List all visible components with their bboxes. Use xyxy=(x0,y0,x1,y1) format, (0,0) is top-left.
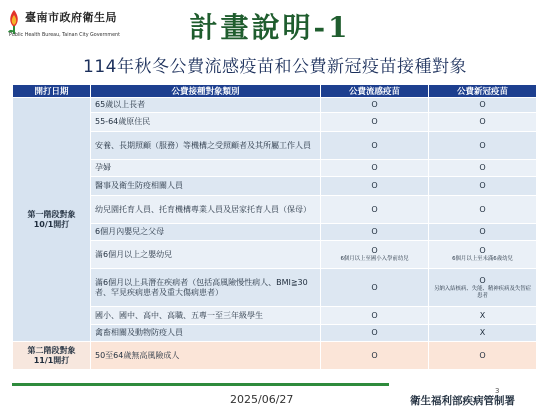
table-row xyxy=(13,177,537,196)
covid-mark: O xyxy=(479,100,486,109)
flu-mark: O xyxy=(371,246,378,255)
flu-mark: O xyxy=(371,140,378,150)
bureau-name-cn: 臺南市政府衛生局 xyxy=(25,11,117,24)
footer-organization: 衛生福利部疾病管制署 xyxy=(410,395,515,407)
category-cell: 滿6個月以上具潛在疾病者（包括高風險慢性病人、BMI≧30者、罕見疾病患者及重大傷病患者） xyxy=(91,269,321,307)
header-covid-vaccine: 公費新冠疫苗 xyxy=(429,85,537,98)
flu-cell xyxy=(321,325,429,342)
category-cell: 6個月內嬰兒之父母 xyxy=(91,224,321,241)
covid-cell xyxy=(429,307,537,325)
page-title: 計畫說明-1 xyxy=(189,11,351,44)
footer-date: 2025/06/27 xyxy=(230,393,294,406)
covid-mark: O xyxy=(479,350,486,360)
category-cell: 醫事及衛生防疫相關人員 xyxy=(91,177,321,196)
covid-cell xyxy=(429,224,537,241)
table-header-row xyxy=(13,85,537,98)
flu-mark: O xyxy=(371,328,378,337)
flu-cell xyxy=(321,307,429,325)
bureau-name-en: Public Health Bureau, Tainan City Government xyxy=(9,33,120,38)
category-cell: 禽畜相關及動物防疫人員 xyxy=(91,325,321,342)
flu-note: 6個月以上至國小入學前幼兒 xyxy=(340,256,409,262)
covid-cell xyxy=(429,177,537,196)
flu-mark: O xyxy=(371,163,378,172)
covid-mark: O xyxy=(479,227,486,236)
category-cell: 幼兒園托育人員、托育機構專業人員及居家托育人員（保母） xyxy=(91,196,321,224)
covid-cell xyxy=(429,241,537,269)
category-cell: 滿6個月以上之嬰幼兒 xyxy=(91,241,321,269)
covid-cell xyxy=(429,342,537,370)
covid-cell xyxy=(429,160,537,177)
phase-2-date: 11/1開打 xyxy=(33,355,70,365)
table-row xyxy=(13,307,537,325)
category-cell: 55-64歲原住民 xyxy=(91,113,321,132)
flu-mark: O xyxy=(371,227,378,236)
covid-mark: O xyxy=(479,163,486,172)
covid-note: 6個月以上至未滿6歲幼兒 xyxy=(452,256,513,262)
covid-mark: O xyxy=(479,117,486,126)
covid-mark: O xyxy=(479,275,486,285)
table-row xyxy=(13,160,537,177)
flu-mark: O xyxy=(371,181,378,190)
covid-cell xyxy=(429,98,537,113)
footer-divider xyxy=(12,383,389,386)
category-cell: 孕婦 xyxy=(91,160,321,177)
vaccination-target-table xyxy=(12,84,537,370)
covid-cell xyxy=(429,113,537,132)
flu-mark: O xyxy=(371,310,378,320)
covid-cell xyxy=(429,132,537,160)
category-cell: 50至64歲無高風險成人 xyxy=(91,342,321,370)
table-row xyxy=(13,132,537,160)
flu-cell xyxy=(321,132,429,160)
table-row xyxy=(13,325,537,342)
category-cell: 國小、國中、高中、高職、五專一至三年級學生 xyxy=(91,307,321,325)
covid-mark: X xyxy=(479,328,486,337)
phase-1-cell xyxy=(13,98,91,342)
flu-cell xyxy=(321,224,429,241)
covid-mark: O xyxy=(479,140,486,150)
flu-mark: O xyxy=(371,204,378,214)
table-row xyxy=(13,196,537,224)
table-row xyxy=(13,98,537,113)
flu-cell xyxy=(321,269,429,307)
phase-2-label: 第二階段對象 xyxy=(27,345,76,355)
covid-mark: O xyxy=(479,204,486,214)
flu-mark: O xyxy=(371,100,378,109)
covid-mark: O xyxy=(479,246,486,255)
flu-cell xyxy=(321,98,429,113)
bureau-logo xyxy=(6,6,118,46)
phase-1-date: 10/1開打 xyxy=(33,219,70,229)
header-start-date: 開打日期 xyxy=(13,85,91,98)
flu-cell xyxy=(321,160,429,177)
header-flu-vaccine: 公費流感疫苗 xyxy=(321,85,429,98)
covid-note: 另納入結核病、失能、精神疾病及失智症患者 xyxy=(433,285,532,299)
covid-cell xyxy=(429,269,537,307)
table-row xyxy=(13,113,537,132)
bureau-emblem-icon xyxy=(6,9,22,35)
flu-mark: O xyxy=(371,350,378,360)
table-row xyxy=(13,224,537,241)
flu-cell xyxy=(321,113,429,132)
category-cell: 65歲以上長者 xyxy=(91,98,321,113)
flu-mark: O xyxy=(371,282,378,292)
flu-cell xyxy=(321,342,429,370)
table-row xyxy=(13,241,537,269)
covid-cell xyxy=(429,325,537,342)
header-category: 公費接種對象類別 xyxy=(91,85,321,98)
page-subtitle: 114年秋冬公費流感疫苗和公費新冠疫苗接種對象 xyxy=(83,57,467,77)
phase-2-cell xyxy=(13,342,91,370)
page-number: 3 xyxy=(495,387,500,395)
covid-mark: X xyxy=(479,310,486,320)
flu-mark: O xyxy=(371,117,378,126)
table-row xyxy=(13,269,537,307)
table-row xyxy=(13,342,537,370)
covid-cell xyxy=(429,196,537,224)
category-cell: 安養、長期照顧（服務）等機構之受照顧者及其所屬工作人員 xyxy=(91,132,321,160)
flu-cell xyxy=(321,177,429,196)
phase-1-label: 第一階段對象 xyxy=(27,209,76,219)
flu-cell xyxy=(321,241,429,269)
flu-cell xyxy=(321,196,429,224)
covid-mark: O xyxy=(479,181,486,190)
